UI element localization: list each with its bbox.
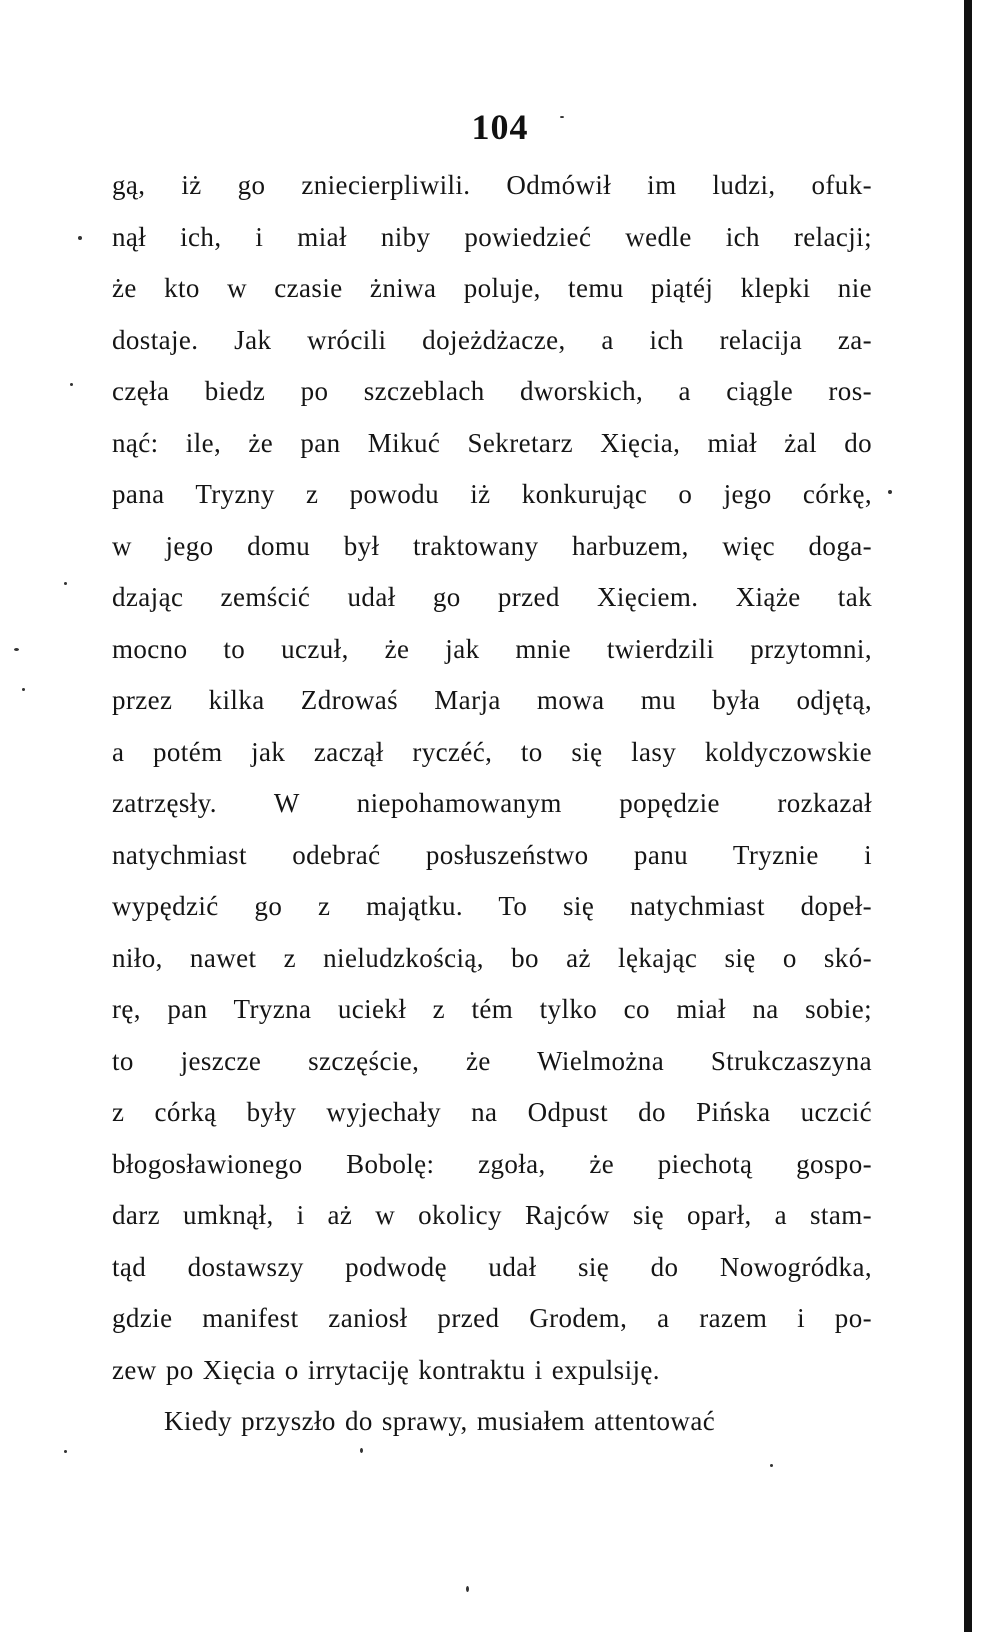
scan-speck: [64, 582, 67, 585]
text-line: tąd dostawszy podwodę udał się do Nowogródka,: [112, 1251, 872, 1282]
scan-speck: [22, 688, 25, 691]
text-line: to jeszcze szczęście, że Wielmożna Strukczaszyna: [112, 1045, 872, 1076]
scan-speck: [70, 383, 73, 386]
text-line: wypędzić go z majątku. To się natychmiast dopeł-: [112, 891, 872, 921]
text-line: niło, nawet z nieludzkością, bo aż lękając się o skó-: [112, 942, 872, 973]
text-line: błogosławionego Bobolę: zgoła, że piechotą gospo-: [112, 1148, 872, 1179]
text-line: gą, iż go zniecierpliwili. Odmówił im ludzi, ofuk-: [112, 170, 872, 200]
scan-speck: [64, 1450, 67, 1453]
page-edge-shadow: [964, 0, 972, 1632]
text-line: w jego domu był traktowany harbuzem, więc doga-: [112, 530, 872, 561]
scan-speck: [888, 490, 892, 494]
scan-speck: [466, 1586, 469, 1592]
text-line: natychmiast odebrać posłuszeństwo panu Tryznie i: [112, 839, 872, 870]
text-line: zew po Xięcia o irrytaciję kontraktu i expulsiję.: [112, 1354, 660, 1385]
text-line: dzając zemścić udał go przed Xięciem. Xiąże tak: [112, 582, 872, 612]
text-line: rę, pan Tryzna uciekł z tém tylko co miał na sobie;: [112, 994, 872, 1024]
body-text: [112, 160, 872, 1448]
text-line: nąć: ile, że pan Mikuć Sekretarz Xięcia, miał żal do: [112, 427, 872, 458]
text-line: nął ich, i miał niby powiedzieć wedle ich relacji;: [112, 221, 872, 252]
scan-speck: [560, 116, 564, 118]
text-line: a potém jak zaczął ryczéć, to się lasy koldyczowskie: [112, 736, 872, 767]
text-line: częła biedz po szczeblach dworskich, a ciągle ros-: [112, 376, 872, 406]
text-line: darz umknął, i aż w okolicy Rajców się oparł, a stam-: [112, 1200, 872, 1230]
text-line: gdzie manifest zaniosł przed Grodem, a razem i po-: [112, 1303, 872, 1333]
page-number: 104: [471, 107, 529, 147]
text-line: zatrzęsły. W niepohamowanym popędzie rozkazał: [112, 788, 872, 818]
text-line: mocno to uczuł, że jak mnie twierdzili przytomni,: [112, 633, 872, 664]
text-line: dostaje. Jak wrócili dojeżdżacze, a ich relacija za-: [112, 324, 872, 355]
scan-speck: [770, 1464, 773, 1467]
text-line: Kiedy przyszło do sprawy, musiałem attentować: [164, 1406, 716, 1436]
text-line: pana Tryzny z powodu iż konkurując o jego córkę,: [112, 479, 872, 509]
scan-speck: [78, 236, 82, 240]
text-line: z córką były wyjechały na Odpust do Pińska uczcić: [112, 1097, 872, 1127]
scan-speck: [360, 1448, 363, 1453]
scan-speck: [14, 648, 19, 651]
text-line: przez kilka Zdrowaś Marja mowa mu była odjętą,: [112, 685, 872, 715]
text-line: że kto w czasie żniwa poluje, temu piątéj klepki nie: [112, 273, 872, 303]
